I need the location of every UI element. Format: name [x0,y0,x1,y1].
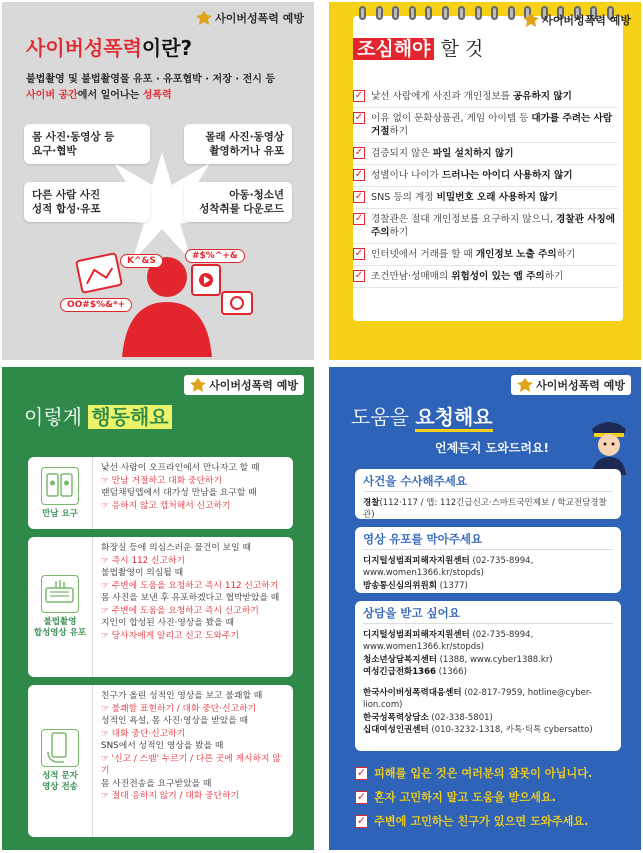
caution-checklist [353,86,618,288]
checkbox-checked-icon: ✓ [356,813,367,827]
checkbox-checked-icon: ✓ [354,90,364,101]
panel1-title: 사이버성폭력이란? [26,36,193,60]
checklist-item: ✓ SNS 등의 계정 비밀번호 오래 사용하지 않기 [353,187,618,209]
panel4-title: 도움을 요청해요 [351,401,493,430]
panel3-title: 이렇게 행동해요 [24,401,172,430]
censored-text-bubble: #$%^+& [185,249,245,263]
reassurance-item: ✓ 혼자 고민하지 말고 도움을 받으세요. [356,789,556,804]
help-card-counseling: 상담을 받고 싶어요 디지털성범죄피해자지원센터 (02-735-8994, www.women1366.kr/stopds) 청소년상담복지센터 (1388, www.cyber1388.kr) 여성긴급전화1366 (1366) 한국사이버성폭력대응센터 (02-817-7959, hotline@cyber-lion.com) 한국성폭력상담소 (02-338-5801) 십대여성인권센터 (010-3232-1318, 카톡·틱톡 cybersatto) [355,601,621,751]
police-badge-icon [517,378,533,392]
speech-bubble: 몰래 사진·동영상 촬영하거나 유포 [184,124,292,164]
panel-cautions [329,2,641,360]
checklist-item: ✓ 낯선 사람에게 사진과 개인정보를 공유하지 않기 [353,86,618,108]
checkbox-checked-icon: ✓ [354,147,364,158]
brand-label: 사이버성폭력 예방 [184,375,304,395]
checkbox-checked-icon: ✓ [354,169,364,180]
police-badge-icon [190,378,206,392]
reassurance-item: ✓ 피해를 입은 것은 여러분의 잘못이 아닙니다. [356,765,593,780]
police-badge-icon [523,13,539,27]
reassurance-list [355,761,621,833]
checkbox-checked-icon: ✓ [356,765,367,779]
speech-bubble: 아동·청소년 성착취물 다운로드 [184,182,292,222]
checkbox-checked-icon: ✓ [354,191,364,202]
help-card-stop-distribution: 영상 유포를 막아주세요 디지털성범죄피해자지원센터 (02-735-8994, www.women1366.kr/stopds) 방송통신심의위원회 (1377) [355,527,621,593]
police-badge-icon [196,11,212,25]
checkbox-checked-icon: ✓ [354,270,364,281]
checkbox-checked-icon: ✓ [354,112,364,123]
panel-cyber-violence-definition [2,2,314,360]
panel2-title: 조심해야 할 것 [353,34,483,61]
checklist-item: ✓ 조건만남·성매매의 위험성이 있는 앱 주의하기 [353,266,618,288]
panel-ask-for-help [329,367,641,850]
action-card-illegal-filming: 불법촬영 합성영상 유포 화장실 등에 의심스러운 물건이 보일 때 ☞ 즉시 112 신고하기 불법촬영이 의심될 때 ☞ 주변에 도움을 요청하고 즉시 112 신고하기 몸 사진을 보낸 후 유포하겠다고 협박받았을 때 ☞ 주변에 도움을 요청하고 즉시 신고하기 지인이 합성된 사진·영상을 봤을 때 ☞ 당사자에게 알리고 신고 도와주기 [28,537,293,677]
help-card-investigation: 사건을 수사해주세요 경찰(112·117 / 앱: 112긴급신고·스마트국민제보 / 학교전담경찰관) [355,469,621,519]
censored-text-bubble: OO#$%&*+ [60,298,132,312]
checklist-item: ✓ 검증되지 않은 파일 설치하지 않기 [353,143,618,165]
phone-meeting-icon [41,467,79,505]
panel1-description: 불법촬영 및 불법촬영물 유포 · 유포협박 · 저장 · 전시 등 사이버 공간에서 일어나는 성폭력 [26,74,276,101]
checklist-item: ✓ 이유 없이 문화상품권, 게임 아이템 등 대가를 주려는 사람 거절하기 [353,108,618,143]
police-officer-icon [584,415,634,475]
checklist-item: ✓ 성별이나 나이가 드러나는 아이디 사용하지 않기 [353,165,618,187]
checkbox-checked-icon: ✓ [356,789,367,803]
censored-text-bubble: K^&S [120,254,163,268]
brand-label: 사이버성폭력 예방 [196,10,304,26]
phone-hand-icon [41,729,79,767]
action-card-meeting: 만남 요구 낯선 사람이 오프라인에서 만나자고 할 때 ☞ 만남 거절하고 대화 중단하기 랜덤채팅앱에서 대가성 만남을 요구할 때 ☞ 응하지 않고 캡처해서 신고하기 [28,457,293,529]
brand-label: 사이버성폭력 예방 [523,12,631,28]
checkbox-checked-icon: ✓ [354,213,364,224]
panel-how-to-act [2,367,314,850]
brand-label: 사이버성폭력 예방 [511,375,631,395]
checklist-item: ✓ 인터넷에서 거래를 할 때 개인정보 노출 주의하기 [353,244,618,266]
checklist-item: ✓ 경찰관은 절대 개인정보를 요구하지 않으니, 경찰관 사칭에 주의하기 [353,209,618,244]
keyboard-hand-icon [41,575,79,613]
reassurance-item: ✓ 주변에 고민하는 친구가 있으면 도와주세요. [356,813,589,828]
speech-bubble: 다른 사람 사진 성적 합성·유포 [24,182,150,222]
action-card-sexual-messages: 성적 문자 영상 전송 친구가 올린 성적인 영상을 보고 불쾌할 때 ☞ 불쾌함 표현하기 / 대화 중단·신고하기 성적인 욕설, 몸 사진·영상을 받았을 때 ☞ 대화 중단·신고하기 SNS에서 성적인 영상을 봤을 때 ☞ '신고 / 스팸' 누르기 / 다른 곳에 게시하지 않기 몸 사진전송을 요구받았을 때 ☞ 절대 응하지 않기 / 대화 중단하기 [28,685,293,837]
checkbox-checked-icon: ✓ [354,248,364,259]
panel4-subtitle: 언제든지 도와드려요! [435,441,549,455]
speech-bubble: 몸 사진·동영상 등 요구·협박 [24,124,150,164]
